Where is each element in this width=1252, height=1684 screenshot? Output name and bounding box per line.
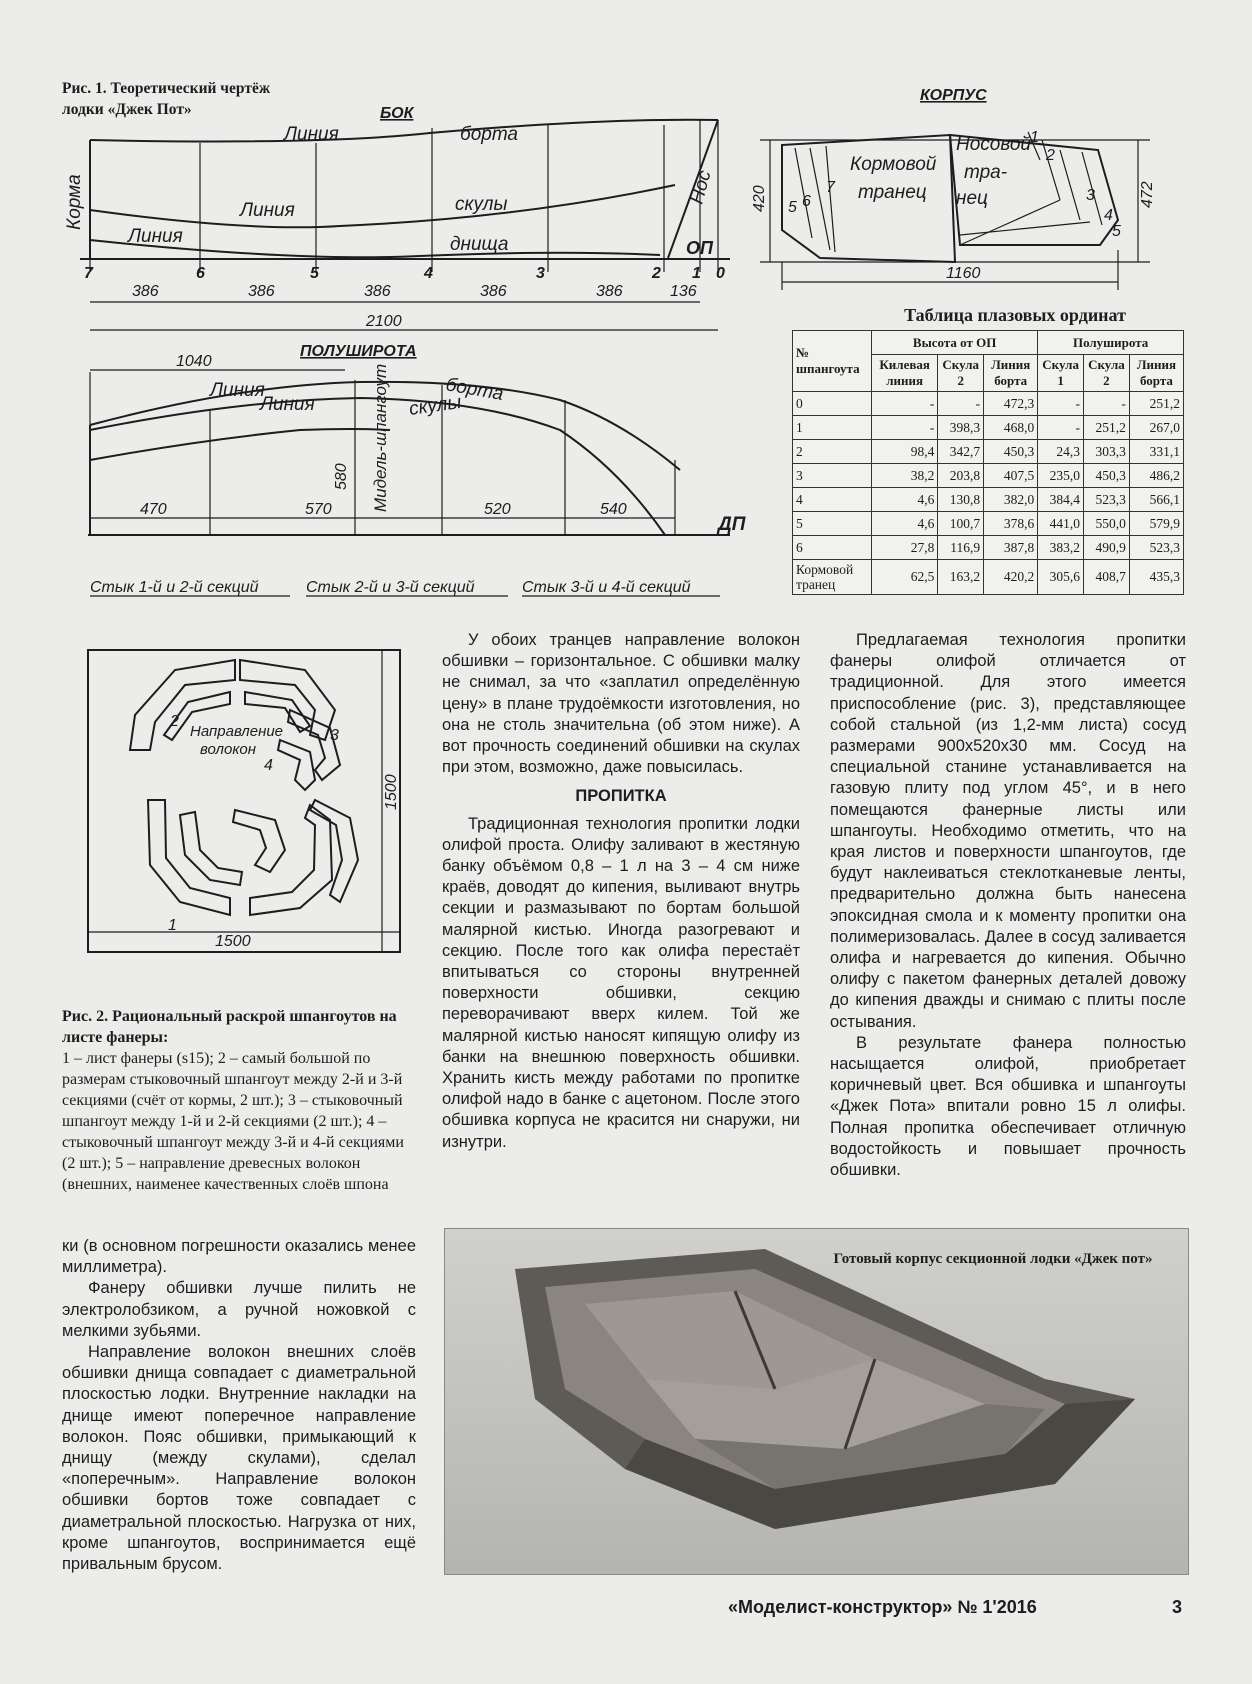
station-number: 0 xyxy=(716,265,725,282)
paragraph: У обоих транцев направление волокон обшивки – горизонтальное. С обшивки малку не снимал, за что «заплатил определённую цену» в плане трудоёмкости изготовления, но она не столь значительна (об этом ниже). А вот прочность соединений обшивки на скулах при этом, возможно, даже повысилась. xyxy=(442,631,800,777)
table-title: Таблица плазовых ординат xyxy=(904,305,1126,325)
paragraph: Традиционная технология пропитки лодки олифой проста. Олифу заливают в жестяную банку объёмом 0,8 – 1 л на 3 – 4 см ниже краёв, доводят до кипения, выливают внутрь секции и размазывают по бортам большой малярной кистью. Иногда разогревают и секцию. После того как олифа перестаёт впитываться со стороны внутренней поверхности обшивки, секцию переворачивают вверх килем. Той же малярной кистью наносят кипящую олифу из банки на внешнюю поверхность обшивки. Хранить кисть между работами по пропитке олифой надо в банке с ацетоном. После этого обшивка корпуса не красится ни снаружи, ни изнутри. xyxy=(442,814,800,1151)
chine-word2: скулы xyxy=(455,194,508,215)
station-number: 4 xyxy=(424,265,433,282)
boat-hull-image xyxy=(445,1229,1188,1574)
joint-label: Стык 1-й и 2-й секций xyxy=(90,579,259,596)
station-number: 6 xyxy=(196,265,205,282)
body-number: 6 xyxy=(802,193,811,210)
spacing-value: 386 xyxy=(248,283,275,300)
section-heading: ПРОПИТКА xyxy=(575,787,667,806)
spacing-value: 136 xyxy=(670,283,697,300)
bow-transom-word1: Носовой xyxy=(956,134,1031,155)
spacing-value: 386 xyxy=(480,283,507,300)
table-row: 5 4,6 100,7 378,6 441,0 550,0 579,9 xyxy=(793,512,1184,536)
fig2-number: 4 xyxy=(264,757,273,774)
fig2-cutting-layout xyxy=(60,640,420,980)
station-number: 1 xyxy=(692,265,701,282)
table-subheader: Скула 2 xyxy=(1084,355,1130,392)
offsets-table xyxy=(792,330,1184,595)
station-number: 7 xyxy=(84,265,93,282)
text-column-middle xyxy=(442,630,800,1153)
body-height-left: 420 xyxy=(751,185,768,212)
fig2-width: 1500 xyxy=(215,933,251,950)
table-header: Высота от ОП xyxy=(872,331,1038,355)
joint-label: Стык 2-й и 3-й секций xyxy=(306,579,475,596)
paragraph: Направление волокон внешних слоёв обшивки днища совпадает с диаметральной плоскостью лодки. Внутренние накладки на днище имеют поперечное направление волокон. Пояс обшивки, примыкающий к днищу (между скулами), сделал «поперечным». Направление волокон обшивки бортов тоже совпадает с диаметральной плоскостью. Нагрузка от них, кроме шпангоутов, воспринимается ещё привальным брусом. xyxy=(62,1343,416,1574)
table-row: 1 - 398,3 468,0 - 251,2 267,0 xyxy=(793,416,1184,440)
spacing-value: 386 xyxy=(364,283,391,300)
text-column-right xyxy=(830,630,1186,1181)
stern-label: Корма xyxy=(64,174,85,230)
paragraph: В результате фанера полностью насыщается олифой, приобретает коричневый цвет. Вся обшивка и шпангоуты «Джек Пота» впитали ровно 15 л олифы. Полная пропитка обеспечивает отличную водостойкость и повышает прочность обшивки. xyxy=(830,1033,1186,1180)
segment-value: 520 xyxy=(484,501,511,518)
bottom-word2: днища xyxy=(450,234,509,255)
table-header: Полуширота xyxy=(1038,331,1184,355)
bottom-word1: Линия xyxy=(128,226,183,247)
table-row: 2 98,4 342,7 450,3 24,3 303,3 331,1 xyxy=(793,440,1184,464)
fig2-number: 2 xyxy=(170,713,179,730)
fig2-caption xyxy=(62,1006,417,1195)
table-header: № шпангоута xyxy=(793,331,872,392)
fig2-caption-title: Рис. 2. Рациональный раскрой шпангоутов на листе фанеры: xyxy=(62,1008,397,1046)
body-number: 5 xyxy=(1112,223,1121,240)
page-number: 3 xyxy=(1172,1597,1183,1617)
spacing-value: 386 xyxy=(596,283,623,300)
fig2-number: 3 xyxy=(330,727,339,744)
table-row: 3 38,2 203,8 407,5 235,0 450,3 486,2 xyxy=(793,464,1184,488)
total-length: 2100 xyxy=(366,313,402,330)
fig2-number: 1 xyxy=(168,917,177,934)
body-height-right: 472 xyxy=(1139,181,1156,208)
paragraph: ки (в основном погрешности оказались менее миллиметра). xyxy=(62,1237,416,1277)
sheer-line xyxy=(90,120,718,142)
segment-value: 540 xyxy=(600,501,627,518)
body-number: 7 xyxy=(826,179,835,196)
offset-1040: 1040 xyxy=(176,353,212,370)
text-column-left xyxy=(62,1236,416,1575)
paragraph: Фанеру обшивки лучше пилить не электролобзиком, а ручной ножовкой с мелкими зубьями. xyxy=(62,1279,416,1340)
sheer-word2: борта xyxy=(460,124,519,145)
bow-transom-word3: нец xyxy=(956,188,988,209)
table-subheader: Скула 2 xyxy=(938,355,984,392)
sheer-word1: Линия xyxy=(284,124,339,145)
body-number: 4 xyxy=(1104,207,1113,224)
body-number: 5 xyxy=(788,199,797,216)
half-sheer-word2: борта xyxy=(444,374,505,405)
frame-parts xyxy=(130,660,358,915)
joint-label: Стык 3-й и 4-й секций xyxy=(522,579,691,596)
half-chine-word2: скулы xyxy=(407,391,463,420)
bow-label: Нос xyxy=(686,168,716,207)
body-plan-label: КОРПУС xyxy=(920,87,987,104)
table-subheader: Линия борта xyxy=(984,355,1038,392)
half-sheer-word1: Линия xyxy=(210,380,265,401)
photo-caption: Готовый корпус секционной лодки «Джек пот» xyxy=(833,1251,1153,1267)
table-row: 4 4,6 130,8 382,0 384,4 523,3 566,1 xyxy=(793,488,1184,512)
station-number: 2 xyxy=(652,265,661,282)
segment-value: 470 xyxy=(140,501,167,518)
station-number: 5 xyxy=(310,265,319,282)
height-580: 580 xyxy=(333,463,350,490)
segment-value: 570 xyxy=(305,501,332,518)
direction-word1: Направление xyxy=(190,723,284,740)
body-number: 1 xyxy=(1030,129,1039,146)
chine-word1: Линия xyxy=(240,200,295,221)
fig1-title: Рис. 1. Теоретический чертёж лодки «Джек Пот» xyxy=(62,80,271,118)
spacing-value: 386 xyxy=(132,283,159,300)
fig2-height: 1500 xyxy=(383,774,400,810)
fig2-caption-text: 1 – лист фанеры (s15); 2 – самый большой по размерам стыковочный шпангоут между 2-й и 3-й секциями (счёт от кормы, 2 шт.); 3 – стыковочный шпангоут между 1-й и 2-й секциями (2 шт.); 4 – стыковочный шпангоут между 3-й и 4-й секциями (2 шт.); 5 – направление древесных волокон (внешних, наименее качественных слоёв шпона xyxy=(62,1050,404,1193)
centerline-label: ДП xyxy=(718,514,746,535)
table-subheader: Килевая линия xyxy=(872,355,938,392)
station-number: 3 xyxy=(536,265,545,282)
half-chine-word1: Линия xyxy=(260,394,315,415)
footer-magazine: «Моделист-конструктор» № 1'2016 xyxy=(728,1597,1037,1617)
paragraph: Предлагаемая технология пропитки фанеры олифой отличается от традиционной. Для этого имеется приспособление (рис. 3), представляющее собой стальной (из 1,2-мм листа) сосуд размерами 900х520х30 мм. Сосуд на специальной станине устанавливается на газовую плиту под углом 45°, и в него помещаются фанерные листы или шпангоуты. Необходимо отметить, что на края листов и поверхности шпангоутов, где будут наклеиваться стеклотканевые ленты, предварительно должна быть нанесена эпоксидная смола и к моменту пропитки она полимеризовалась. Далее в сосуд заливается олифа и нагревается до кипения. Обычно олифу с пакетом фанерных деталей довожу до кипения дважды и снимаю с плиты после остывания. xyxy=(830,631,1186,1031)
body-number: 2 xyxy=(1046,147,1055,164)
side-view-label: БОК xyxy=(380,105,414,122)
chine-line xyxy=(90,185,675,227)
midship-label: Мидель-шпангоут xyxy=(371,363,390,512)
stern-transom-word2: транец xyxy=(858,182,927,203)
table-row: 0 - - 472,3 - - 251,2 xyxy=(793,392,1184,416)
bow-transom-word2: тра- xyxy=(964,162,1008,183)
boat-photo xyxy=(444,1228,1189,1575)
table-row: Кормовой транец 62,5 163,2 420,2 305,6 408,7 435,3 xyxy=(793,560,1184,595)
body-width: 1160 xyxy=(946,265,981,282)
half-breadth-label: ПОЛУШИРОТА xyxy=(300,343,417,360)
stern-transom-word1: Кормовой xyxy=(850,154,937,175)
baseline-label: ОП xyxy=(686,238,713,258)
table-row: 6 27,8 116,9 387,8 383,2 490,9 523,3 xyxy=(793,536,1184,560)
table-subheader: Скула 1 xyxy=(1038,355,1084,392)
table-subheader: Линия борта xyxy=(1129,355,1183,392)
body-number: 3 xyxy=(1086,187,1095,204)
half-bottom-line xyxy=(90,429,390,460)
direction-word2: волокон xyxy=(200,741,256,758)
